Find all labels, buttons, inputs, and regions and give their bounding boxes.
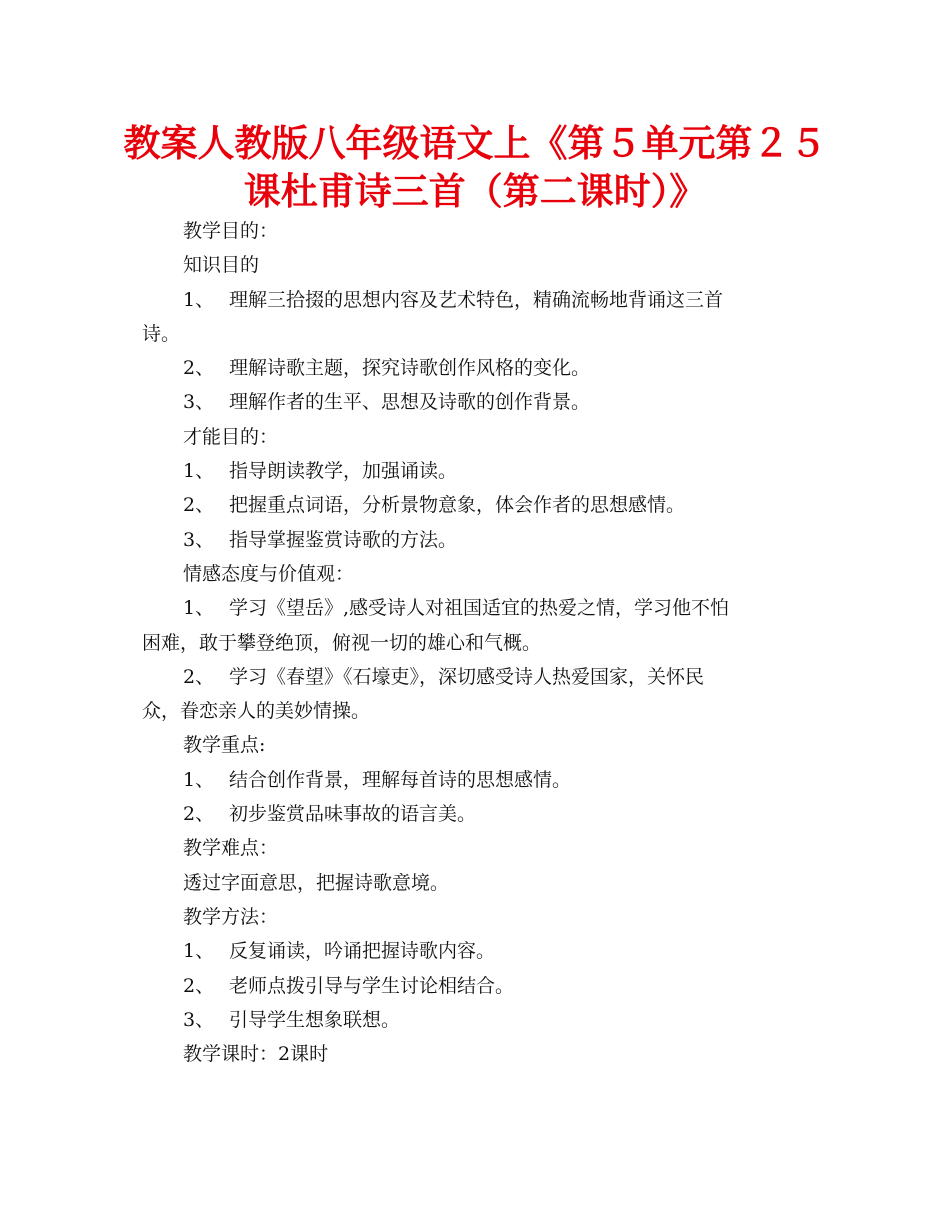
text-line (142, 728, 812, 762)
line-text: 理解诗歌主题，探究诗歌创作风格的变化。 (229, 357, 591, 380)
item-number: 2、 (183, 974, 215, 997)
line-text: 理解作者的生平、思想及诗歌的创作背景。 (229, 391, 591, 414)
text-line (142, 1037, 812, 1071)
item-number: 2、 (183, 803, 215, 826)
list-item (142, 591, 812, 625)
text-line (142, 900, 812, 934)
list-item (142, 385, 812, 419)
item-number: 1、 (183, 597, 215, 620)
line-text: 结合创作背景，理解每首诗的思想感情。 (229, 768, 572, 791)
line-text: 引导学生想象联想。 (229, 1008, 401, 1031)
item-number: 2、 (183, 665, 215, 688)
line-text: 反复诵读，吟诵把握诗歌内容。 (229, 940, 496, 963)
line-text: 理解三拾掇的思想内容及艺术特色，精确流畅地背诵这三首 (229, 288, 724, 311)
line-text: 指导朗读教学，加强诵读。 (229, 460, 458, 483)
list-item (142, 660, 812, 694)
text-line (142, 694, 812, 728)
list-item (142, 934, 812, 968)
item-number: 1、 (183, 768, 215, 791)
list-item (142, 351, 812, 385)
line-text: 困难，敢于攀登绝顶，俯视一切的雄心和气概。 (142, 631, 542, 654)
line-text: 学习《望岳》,感受诗人对祖国适宜的热爱之情，学习他不怕 (229, 597, 730, 620)
list-item (142, 454, 812, 488)
line-text: 知识目的 (183, 254, 260, 277)
item-number: 3、 (183, 528, 215, 551)
line-text: 众，眷恋亲人的美妙情操。 (142, 700, 371, 723)
text-line (142, 317, 812, 351)
line-text: 教学方法： (183, 905, 279, 928)
list-item (142, 763, 812, 797)
document-body (142, 214, 812, 1071)
title-line-2: 课杜甫诗三首（第二课时）》 (243, 170, 707, 213)
text-line (142, 248, 812, 282)
item-number: 2、 (183, 357, 215, 380)
line-text: 透过字面意思，把握诗歌意境。 (183, 871, 450, 894)
text-line (142, 214, 812, 248)
list-item (142, 523, 812, 557)
item-number: 2、 (183, 494, 215, 517)
item-number: 3、 (183, 391, 215, 414)
title-line-1: 教案人教版八年级语文上《第５单元第２５ (123, 122, 827, 165)
line-text: 教学难点： (183, 837, 279, 860)
item-number: 1、 (183, 460, 215, 483)
text-line (142, 626, 812, 660)
list-item (142, 283, 812, 317)
text-line (142, 420, 812, 454)
line-text: 指导掌握鉴赏诗歌的方法。 (229, 528, 458, 551)
item-number: 1、 (183, 288, 215, 311)
line-text: 把握重点词语，分析景物意象，体会作者的思想感情。 (229, 494, 686, 517)
line-text: 学习《春望》《石壕吏》，深切感受诗人热爱国家，关怀民 (229, 665, 705, 688)
list-item (142, 797, 812, 831)
line-text: 诗。 (142, 322, 181, 345)
item-number: 3、 (183, 1008, 215, 1031)
line-text: 教学重点: (183, 734, 266, 757)
list-item (142, 1003, 812, 1037)
line-text: 老师点拨引导与学生讨论相结合。 (229, 974, 515, 997)
line-text: 情感态度与价值观： (183, 562, 355, 585)
line-text: 教学课时：2课时 (183, 1043, 329, 1066)
line-text: 初步鉴赏品味事故的语言美。 (229, 803, 477, 826)
item-number: 1、 (183, 940, 215, 963)
line-text: 才能目的： (183, 425, 279, 448)
list-item (142, 969, 812, 1003)
text-line (142, 866, 812, 900)
text-line (142, 831, 812, 865)
text-line (142, 557, 812, 591)
document-title (60, 120, 890, 216)
list-item (142, 488, 812, 522)
line-text: 教学目的： (183, 220, 279, 242)
